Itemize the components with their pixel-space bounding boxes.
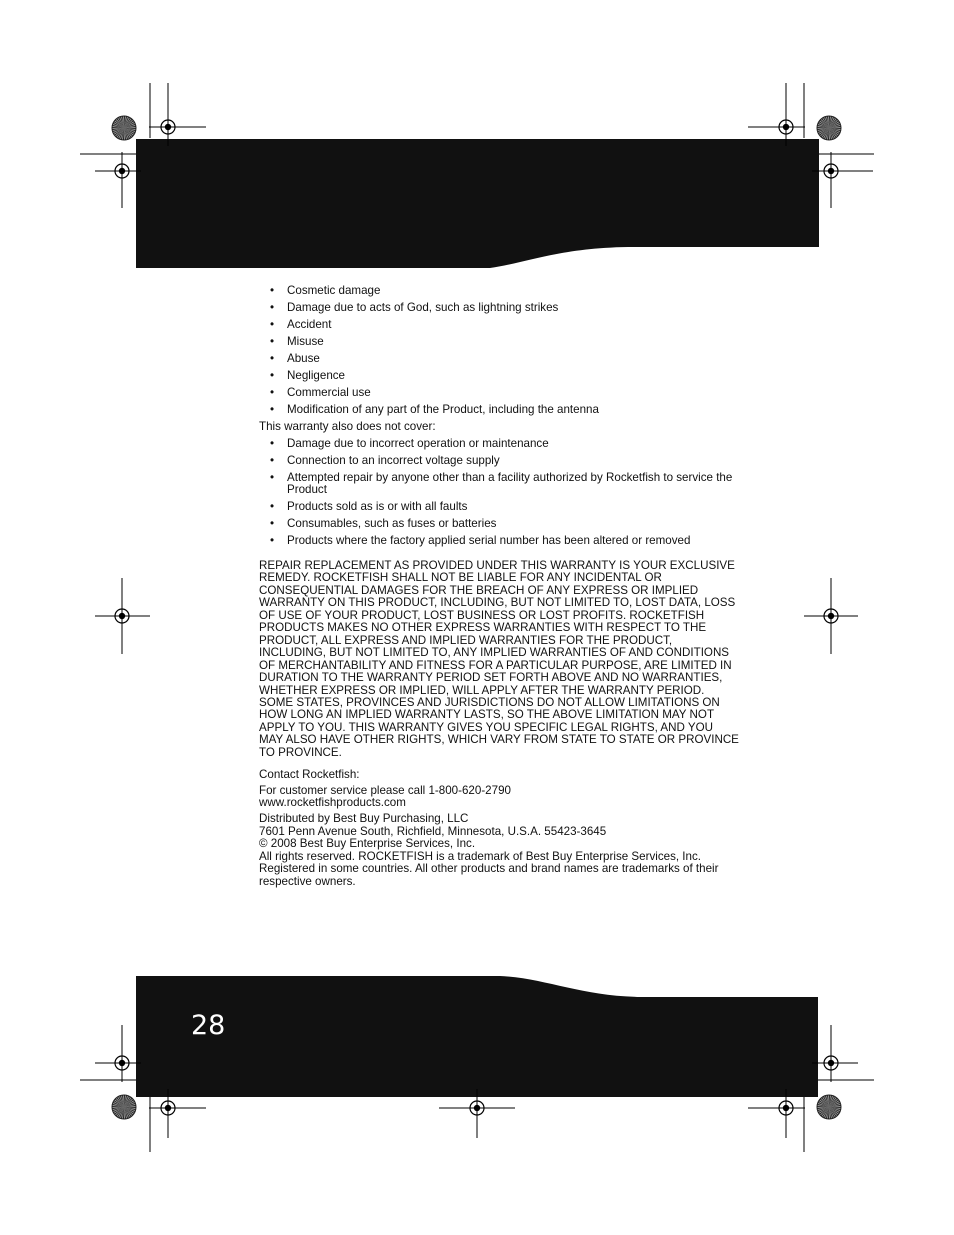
list-item: • Products where the factory applied serial number has been altered or removed (259, 535, 739, 548)
warranty-content (259, 285, 739, 889)
copyright-line: © 2008 Best Buy Enterprise Services, Inc. (259, 837, 476, 851)
list-item: • Negligence (259, 370, 739, 383)
customer-service-phone: For customer service please call 1-800-620-2790 (259, 783, 511, 797)
trademark-notice: All rights reserved. ROCKETFISH is a trademark of Best Buy Enterprise Services, Inc. Registered in some countries. All other products and brand names are trademarks of their respective owners. (259, 849, 719, 888)
address-line: 7601 Penn Avenue South, Richfield, Minnesota, U.S.A. 55423-3645 (259, 824, 607, 838)
list-item: • Consumables, such as fuses or batteries (259, 518, 739, 531)
list-item: • Abuse (259, 353, 739, 366)
contact-heading: Contact Rocketfish: (259, 768, 360, 782)
list-item: • Attempted repair by anyone other than a facility authorized by Rocketfish to service the Product (259, 472, 739, 497)
footer-band (136, 976, 818, 1097)
list-item: • Accident (259, 319, 739, 332)
also-not-cover-heading: This warranty also does not cover: (259, 419, 436, 433)
list-item: • Commercial use (259, 387, 739, 400)
legal-disclaimer: REPAIR REPLACEMENT AS PROVIDED UNDER THIS WARRANTY IS YOUR EXCLUSIVE REMEDY. ROCKETFISH SHALL NOT BE LIABLE FOR ANY INCIDENTAL OR CONSEQUENTIAL DAMAGES FOR THE BREACH OF ANY EXPRESS OR IMPLIED WARRANTY ON THIS PRODUCT, INCLUDING, BUT NOT LIMITED TO, LOST DATA, LOSS OF USE OF YOUR PRODUCT, LOST BUSINESS OR LOST PROFITS. ROCKETFISH PRODUCTS MAKES NO OTHER EXPRESS WARRANTIES WITH RESPECT TO THE PRODUCT, ALL EXPRESS AND IMPLIED WARRANTIES FOR THE PRODUCT, INCLUDING, BUT NOT LIMITED TO, ANY IMPLIED WARRANTIES OF AND CONDITIONS OF MERCHANTABILITY AND FITNESS FOR A PARTICULAR PURPOSE, ARE LIMITED IN DURATION TO THE WARRANTY PERIOD SET FORTH ABOVE AND NO WARRANTIES, WHETHER EXPRESS OR IMPLIED, WILL APPLY AFTER THE WARRANTY PERIOD. SOME STATES, PROVINCES AND JURISDICTIONS DO NOT ALLOW LIMITATIONS ON HOW LONG AN IMPLIED WARRANTY LASTS, SO THE ABOVE LIMITATION MAY NOT APPLY TO YOU. THIS WARRANTY GIVES YOU SPECIFIC LEGAL RIGHTS, AND YOU MAY ALSO HAVE OTHER RIGHTS, WHICH VARY FROM STATE TO STATE OR PROVINCE TO PROVINCE. (259, 558, 739, 759)
list-item: • Modification of any part of the Product, including the antenna (259, 404, 739, 417)
page-number: 28 (191, 1010, 226, 1041)
list-item: • Connection to an incorrect voltage supply (259, 455, 739, 468)
also-not-cover-list (259, 438, 739, 548)
exclusions-list (259, 285, 739, 416)
list-item: • Products sold as is or with all faults (259, 501, 739, 514)
website-link[interactable]: www.rocketfishproducts.com (259, 796, 406, 810)
list-item: • Damage due to incorrect operation or maintenance (259, 438, 739, 451)
list-item: • Damage due to acts of God, such as lightning strikes (259, 302, 739, 315)
list-item: • Cosmetic damage (259, 285, 739, 298)
distributor-line: Distributed by Best Buy Purchasing, LLC (259, 812, 469, 825)
header-band (136, 139, 819, 268)
list-item: • Misuse (259, 336, 739, 349)
